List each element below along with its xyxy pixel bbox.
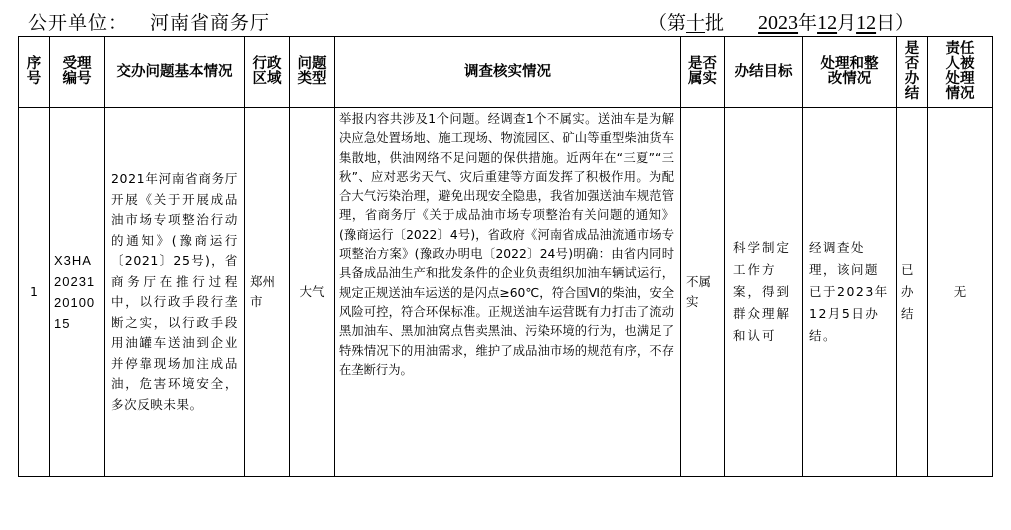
cell-investigation: 举报内容共涉及1个问题。经调查1个不属实。送油车是为解决应急处置场地、施工现场、物流园区、矿山等重型柴油货车集散地，供油网络不足问题的保供措施。近两年在“三夏”“三秋”、应对恶劣天气、灾后重建等方面发挥了积极作用。为配合大气污染治理，避免出现安全隐患，我省加强送油车规范管理，省商务厅《关于成品油市场专项整治有关问题的通知》(豫商运行〔2022〕4号)，省政府《河南省成品油流通市场专项整治方案》(豫政办明电〔2022〕24号)明确：由省内同时具备成品油生产和批发条件的企业负责组织加油车辆试运行，规定正规送油车运送的是闪点≥60℃，符合国Ⅵ的柴油，安全风险可控，符合环保标准。正规送油车运营既有力打击了流动黑加油车、黑加油窝点售卖黑油、污染环境的行为，也满足了特殊情况下的用油需求，维护了成品油市场的规范有序，不存在垄断行为。 bbox=[335, 108, 681, 477]
col-header-done: 是否办结 bbox=[897, 37, 928, 108]
publishing-unit bbox=[28, 8, 270, 35]
batch-number: 十 bbox=[686, 12, 706, 34]
publishing-unit-label: 公开单位： bbox=[28, 12, 129, 34]
month-unit: 月 bbox=[837, 12, 857, 34]
page-header bbox=[0, 0, 1011, 36]
cell-basic-info: 2021年河南省商务厅开展《关于开展成品油市场专项整治行动的通知》(豫商运行〔2021〕25号)，省商务厅在推行过程中，以行政手段行垄断之实，以行政手段用油罐车送油到企业并停靠现场加注成品油，危害环境安全，多次反映未果。 bbox=[105, 108, 245, 477]
col-header-problem-type: 问题类型 bbox=[290, 37, 335, 108]
col-header-investigation: 调查核实情况 bbox=[335, 37, 681, 108]
batch-label: 批 bbox=[705, 12, 725, 34]
table-header-row bbox=[19, 37, 993, 108]
col-header-handling: 处理和整改情况 bbox=[803, 37, 897, 108]
cell-problem-type: 大气 bbox=[290, 108, 335, 477]
col-header-region: 行政区域 bbox=[245, 37, 290, 108]
batch-date bbox=[648, 8, 914, 35]
cell-region: 郑州市 bbox=[245, 108, 290, 477]
report-day: 12 bbox=[856, 12, 877, 34]
case-table bbox=[18, 36, 993, 477]
col-header-basic-info: 交办问题基本情况 bbox=[105, 37, 245, 108]
cell-is-true: 不属实 bbox=[681, 108, 725, 477]
table-row bbox=[19, 108, 993, 477]
cell-goal: 科学制定工作方案，得到群众理解和认可 bbox=[725, 108, 803, 477]
batch-open: （第 bbox=[648, 12, 687, 34]
cell-done: 已办结 bbox=[897, 108, 928, 477]
publishing-unit-value: 河南省商务厅 bbox=[150, 12, 271, 34]
year-unit: 年 bbox=[798, 12, 818, 34]
cell-accept-no: X3HA2023120100 15 bbox=[50, 108, 105, 477]
col-header-responsible: 责任人被处理情况 bbox=[928, 37, 993, 108]
col-header-seq: 序号 bbox=[19, 37, 50, 108]
cell-handling: 经调查处理，该问题已于2023年12月5日办结。 bbox=[803, 108, 897, 477]
cell-responsible: 无 bbox=[928, 108, 993, 477]
cell-seq: 1 bbox=[19, 108, 50, 477]
col-header-is-true: 是否属实 bbox=[681, 37, 725, 108]
report-year: 2023 bbox=[758, 12, 799, 34]
report-month: 12 bbox=[817, 12, 838, 34]
col-header-accept-no: 受理编号 bbox=[50, 37, 105, 108]
day-unit: 日） bbox=[876, 12, 915, 34]
col-header-goal: 办结目标 bbox=[725, 37, 803, 108]
